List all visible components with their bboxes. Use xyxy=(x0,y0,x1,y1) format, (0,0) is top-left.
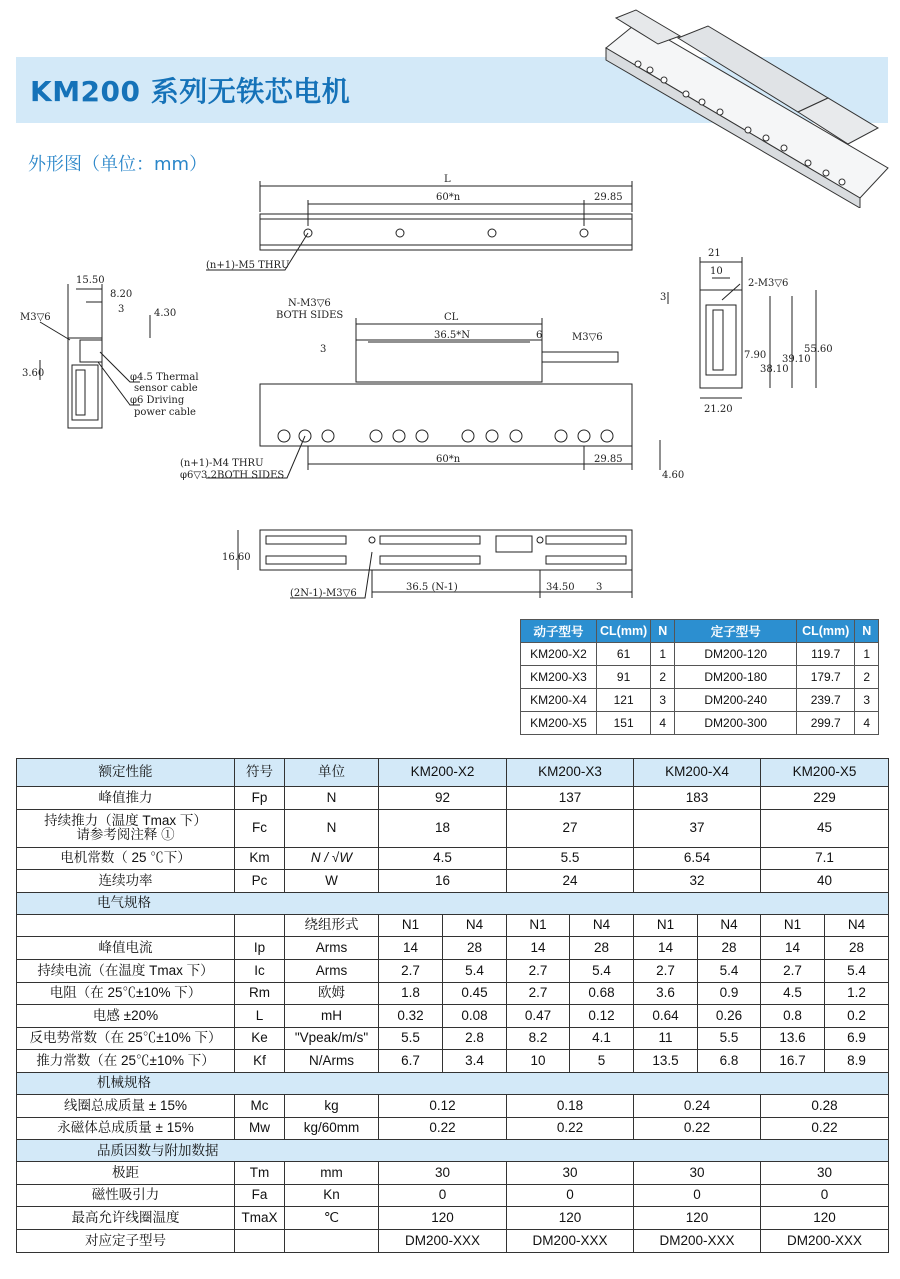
spec-val: 1.2 xyxy=(825,982,889,1005)
label-m3-left: M3▽6 xyxy=(20,312,51,323)
outline-drawing xyxy=(0,170,900,610)
spec-unit: W xyxy=(285,870,379,893)
table-row xyxy=(17,914,889,937)
spec-val: 30 xyxy=(634,1162,761,1185)
spec-name: 对应定子型号 xyxy=(17,1229,235,1252)
dim-360: 3.60 xyxy=(22,368,45,379)
spec-val: 0.28 xyxy=(761,1094,889,1117)
spec-val: 4.5 xyxy=(761,982,825,1005)
table-row xyxy=(17,1229,889,1252)
spec-val: 7.1 xyxy=(761,847,889,870)
spec-val: 6.9 xyxy=(825,1027,889,1050)
mechanical-rows xyxy=(17,1094,889,1139)
dim-460: 4.60 xyxy=(662,470,685,481)
dim-3c: 3 xyxy=(660,292,667,303)
label-m3-front: M3▽6 xyxy=(572,332,603,343)
table-row xyxy=(17,787,889,810)
model-cell: 151 xyxy=(597,712,651,735)
spec-head-cell: 单位 xyxy=(285,759,379,787)
dim-3a: 3 xyxy=(118,304,125,315)
spec-val: DM200-XXX xyxy=(634,1229,761,1252)
model-cell: 2 xyxy=(651,666,675,689)
spec-unit: N xyxy=(285,787,379,810)
section-row-mechanical xyxy=(17,1072,889,1094)
spec-sym: Mw xyxy=(235,1117,285,1140)
spec-val: N1 xyxy=(507,914,570,937)
model-th: 动子型号 xyxy=(521,620,597,643)
spec-val: 5.4 xyxy=(698,959,761,982)
label-driving-2: power cable xyxy=(134,407,196,418)
spec-table xyxy=(16,758,889,1253)
table-row xyxy=(17,1184,889,1207)
model-cell: DM200-120 xyxy=(675,643,797,666)
section-title-mechanical: 机械规格 xyxy=(17,1072,889,1094)
table-row xyxy=(17,1207,889,1230)
spec-name: 电阻（在 25℃±10% 下） xyxy=(17,982,235,1005)
dim-1660: 16.60 xyxy=(222,552,251,563)
dim-365n: 36.5*N xyxy=(434,330,471,341)
spec-sym: Tm xyxy=(235,1162,285,1185)
label-thermal-1: φ4.5 Thermal xyxy=(130,372,199,383)
spec-val: 4.5 xyxy=(379,847,507,870)
table-row xyxy=(17,959,889,982)
spec-val: 0.24 xyxy=(634,1094,761,1117)
dim-820: 8.20 xyxy=(110,289,133,300)
table-row xyxy=(521,712,879,735)
spec-val: 2.7 xyxy=(507,982,570,1005)
spec-val: 16.7 xyxy=(761,1050,825,1073)
table-row xyxy=(17,982,889,1005)
spec-val: 0.22 xyxy=(634,1117,761,1140)
model-cell: 91 xyxy=(597,666,651,689)
spec-name: 电感 ±20% xyxy=(17,1005,235,1028)
spec-val: 120 xyxy=(507,1207,634,1230)
spec-unit: Arms xyxy=(285,959,379,982)
dim-10: 10 xyxy=(710,266,723,277)
spec-val: 0.2 xyxy=(825,1005,889,1028)
dim-365n1: 36.5 (N-1) xyxy=(406,582,458,593)
dim-2985: 29.85 xyxy=(594,192,623,203)
model-cell: 239.7 xyxy=(797,689,855,712)
spec-val: 30 xyxy=(507,1162,634,1185)
dim-1550: 15.50 xyxy=(76,275,105,286)
spec-val: 6.8 xyxy=(698,1050,761,1073)
spec-name: 线圈总成质量 ± 15% xyxy=(17,1094,235,1117)
dim-3910: 39.10 xyxy=(782,354,811,365)
spec-val: 0.9 xyxy=(698,982,761,1005)
table-row xyxy=(17,1094,889,1117)
table-row xyxy=(17,809,889,847)
label-nm3-1: N-M3▽6 xyxy=(288,298,331,309)
spec-val: DM200-XXX xyxy=(507,1229,634,1252)
spec-unit: "Vpeak/m/s" xyxy=(285,1027,379,1050)
spec-val: 0.12 xyxy=(379,1094,507,1117)
label-nm3-2: BOTH SIDES xyxy=(276,310,344,321)
spec-sym: Rm xyxy=(235,982,285,1005)
model-cell: 61 xyxy=(597,643,651,666)
spec-val: 0.22 xyxy=(379,1117,507,1140)
spec-name: 极距 xyxy=(17,1162,235,1185)
table-row xyxy=(17,847,889,870)
spec-val: 2.7 xyxy=(379,959,443,982)
section-row-electrical xyxy=(17,892,889,914)
spec-unit: 绕组形式 xyxy=(285,914,379,937)
spec-val: 14 xyxy=(507,937,570,960)
dim-430: 4.30 xyxy=(154,308,177,319)
spec-val: 0 xyxy=(379,1184,507,1207)
spec-name: 永磁体总成质量 ± 15% xyxy=(17,1117,235,1140)
spec-val: 3.4 xyxy=(443,1050,507,1073)
spec-val: 92 xyxy=(379,787,507,810)
spec-val: 2.7 xyxy=(634,959,698,982)
table-row xyxy=(521,689,879,712)
spec-sym: L xyxy=(235,1005,285,1028)
spec-val: 0.68 xyxy=(570,982,634,1005)
model-cell: 4 xyxy=(651,712,675,735)
spec-val: N1 xyxy=(761,914,825,937)
spec-val: 0 xyxy=(761,1184,889,1207)
spec-name: 反电势常数（在 25℃±10% 下） xyxy=(17,1027,235,1050)
spec-val: 30 xyxy=(761,1162,889,1185)
spec-val: 120 xyxy=(634,1207,761,1230)
model-cell: 299.7 xyxy=(797,712,855,735)
spec-name xyxy=(17,809,235,847)
model-cell: 4 xyxy=(855,712,879,735)
table-row xyxy=(17,1050,889,1073)
table-row xyxy=(17,937,889,960)
spec-head-cell: KM200-X5 xyxy=(761,759,889,787)
model-table-header xyxy=(521,620,879,643)
spec-name: 电机常数（ 25 ℃下） xyxy=(17,847,235,870)
spec-val: 5.4 xyxy=(825,959,889,982)
spec-val: 137 xyxy=(507,787,634,810)
table-row xyxy=(521,643,879,666)
spec-name: 峰值推力 xyxy=(17,787,235,810)
spec-sym: Fa xyxy=(235,1184,285,1207)
label-thermal-2: sensor cable xyxy=(134,383,198,394)
dim-60n: 60*n xyxy=(436,192,461,203)
spec-val: 120 xyxy=(761,1207,889,1230)
model-cell: 119.7 xyxy=(797,643,855,666)
model-cell: 1 xyxy=(855,643,879,666)
dim-3810: 38.10 xyxy=(760,364,789,375)
dim-21: 21 xyxy=(708,248,721,259)
spec-name: 持续电流（在温度 Tmax 下） xyxy=(17,959,235,982)
model-cell: KM200-X5 xyxy=(521,712,597,735)
spec-val: 0.22 xyxy=(761,1117,889,1140)
model-cell: 121 xyxy=(597,689,651,712)
spec-val: 28 xyxy=(698,937,761,960)
section-row-quality xyxy=(17,1140,889,1162)
spec-val: 10 xyxy=(507,1050,570,1073)
dim-60n-b: 60*n xyxy=(436,454,461,465)
spec-unit: mm xyxy=(285,1162,379,1185)
spec-unit: Arms xyxy=(285,937,379,960)
dim-L: L xyxy=(444,174,451,185)
model-cell: KM200-X3 xyxy=(521,666,597,689)
model-cell: 3 xyxy=(855,689,879,712)
spec-val: 8.2 xyxy=(507,1027,570,1050)
spec-name-line1: 持续推力（温度 Tmax 下） xyxy=(44,812,207,828)
spec-unit: ℃ xyxy=(285,1207,379,1230)
model-th: N xyxy=(651,620,675,643)
spec-head-cell: 符号 xyxy=(235,759,285,787)
spec-name: 连续功率 xyxy=(17,870,235,893)
spec-name: 推力常数（在 25℃±10% 下） xyxy=(17,1050,235,1073)
spec-val: 37 xyxy=(634,809,761,847)
spec-header-row xyxy=(17,759,889,787)
empty-cell xyxy=(235,914,285,937)
spec-val: N4 xyxy=(698,914,761,937)
spec-val: 5.4 xyxy=(570,959,634,982)
spec-unit: N xyxy=(285,809,379,847)
label-2n1-m3: (2N-1)-M3▽6 xyxy=(290,588,357,599)
model-th: 定子型号 xyxy=(675,620,797,643)
spec-val: 16 xyxy=(379,870,507,893)
table-row xyxy=(17,1005,889,1028)
quality-rows xyxy=(17,1162,889,1252)
spec-val: 30 xyxy=(379,1162,507,1185)
spec-val: 120 xyxy=(379,1207,507,1230)
spec-val: 5.5 xyxy=(507,847,634,870)
spec-unit: mH xyxy=(285,1005,379,1028)
spec-sym: Ke xyxy=(235,1027,285,1050)
spec-sym: Fp xyxy=(235,787,285,810)
model-cell: DM200-300 xyxy=(675,712,797,735)
spec-val: 5 xyxy=(570,1050,634,1073)
spec-sym: Fc xyxy=(235,809,285,847)
model-th: CL(mm) xyxy=(797,620,855,643)
spec-name: 峰值电流 xyxy=(17,937,235,960)
model-cell: DM200-180 xyxy=(675,666,797,689)
dim-6: 6 xyxy=(536,330,543,341)
spec-val: 6.7 xyxy=(379,1050,443,1073)
spec-head-cell: KM200-X4 xyxy=(634,759,761,787)
spec-val: 28 xyxy=(443,937,507,960)
spec-val: 27 xyxy=(507,809,634,847)
spec-val: 14 xyxy=(379,937,443,960)
spec-val: 0 xyxy=(634,1184,761,1207)
spec-sym: Mc xyxy=(235,1094,285,1117)
spec-val: 0.26 xyxy=(698,1005,761,1028)
spec-unit: Kn xyxy=(285,1184,379,1207)
label-driving-1: φ6 Driving xyxy=(130,395,185,406)
table-row xyxy=(17,1027,889,1050)
spec-val: 6.54 xyxy=(634,847,761,870)
dim-5560: 55.60 xyxy=(804,344,833,355)
spec-val: 0.8 xyxy=(761,1005,825,1028)
spec-val: 0 xyxy=(507,1184,634,1207)
spec-val: 0.64 xyxy=(634,1005,698,1028)
spec-val: 3.6 xyxy=(634,982,698,1005)
spec-val: 0.12 xyxy=(570,1005,634,1028)
spec-sym: Kf xyxy=(235,1050,285,1073)
spec-val: 0.22 xyxy=(507,1117,634,1140)
model-table xyxy=(520,619,879,735)
spec-sym: Km xyxy=(235,847,285,870)
dim-790: 7.90 xyxy=(744,350,767,361)
spec-val: N1 xyxy=(634,914,698,937)
spec-val: 2.8 xyxy=(443,1027,507,1050)
model-cell: KM200-X2 xyxy=(521,643,597,666)
spec-val: 0.45 xyxy=(443,982,507,1005)
section-title-quality: 品质因数与附加数据 xyxy=(17,1140,889,1162)
page-title: KM200 系列无铁芯电机 xyxy=(30,75,351,108)
spec-sym: TmaX xyxy=(235,1207,285,1230)
spec-head-cell: KM200-X2 xyxy=(379,759,507,787)
spec-name-line2: 请参考阅注释 ① xyxy=(76,827,175,843)
dim-3450: 34.50 xyxy=(546,582,575,593)
spec-name: 最高允许线圈温度 xyxy=(17,1207,235,1230)
model-cell: 3 xyxy=(651,689,675,712)
label-m4-thru-1: (n+1)-M4 THRU xyxy=(180,458,264,469)
model-th: CL(mm) xyxy=(597,620,651,643)
spec-sym xyxy=(235,1229,285,1252)
spec-head-cell: 额定性能 xyxy=(17,759,235,787)
table-row xyxy=(17,1162,889,1185)
spec-val: N4 xyxy=(443,914,507,937)
electrical-rows xyxy=(17,937,889,1073)
spec-val: 0.08 xyxy=(443,1005,507,1028)
spec-val: 0.32 xyxy=(379,1005,443,1028)
section-title: 外形图（单位：mm） xyxy=(28,154,208,175)
dim-CL: CL xyxy=(444,312,459,323)
empty-cell xyxy=(17,914,235,937)
model-cell: KM200-X4 xyxy=(521,689,597,712)
spec-sym: Ip xyxy=(235,937,285,960)
spec-val: 183 xyxy=(634,787,761,810)
spec-unit: N / √W xyxy=(285,847,379,870)
model-cell: 2 xyxy=(855,666,879,689)
spec-val: 13.5 xyxy=(634,1050,698,1073)
spec-val: 32 xyxy=(634,870,761,893)
spec-sym: Pc xyxy=(235,870,285,893)
spec-unit xyxy=(285,1229,379,1252)
model-cell: DM200-240 xyxy=(675,689,797,712)
spec-val: 24 xyxy=(507,870,634,893)
spec-val: N1 xyxy=(379,914,443,937)
spec-val: 0.47 xyxy=(507,1005,570,1028)
spec-val: 18 xyxy=(379,809,507,847)
spec-val: N4 xyxy=(825,914,889,937)
dim-3b: 3 xyxy=(320,344,327,355)
label-m5-thru: (n+1)-M5 THRU xyxy=(206,260,290,271)
spec-val: 4.1 xyxy=(570,1027,634,1050)
spec-val: 45 xyxy=(761,809,889,847)
spec-val: 11 xyxy=(634,1027,698,1050)
spec-val: 14 xyxy=(761,937,825,960)
spec-val: 40 xyxy=(761,870,889,893)
spec-val: 14 xyxy=(634,937,698,960)
table-row xyxy=(521,666,879,689)
table-row xyxy=(17,1117,889,1140)
spec-val: 28 xyxy=(570,937,634,960)
dim-2985-b: 29.85 xyxy=(594,454,623,465)
spec-val: 0.18 xyxy=(507,1094,634,1117)
spec-name: 磁性吸引力 xyxy=(17,1184,235,1207)
spec-unit: kg/60mm xyxy=(285,1117,379,1140)
spec-val: 5.5 xyxy=(698,1027,761,1050)
spec-unit: 欧姆 xyxy=(285,982,379,1005)
spec-val: DM200-XXX xyxy=(761,1229,889,1252)
spec-unit: N/Arms xyxy=(285,1050,379,1073)
spec-val: 1.8 xyxy=(379,982,443,1005)
dim-3d: 3 xyxy=(596,582,603,593)
spec-val: 5.5 xyxy=(379,1027,443,1050)
section-title-electrical: 电气规格 xyxy=(17,892,889,914)
spec-head-cell: KM200-X3 xyxy=(507,759,634,787)
label-2m3: 2-M3▽6 xyxy=(748,278,789,289)
dim-2120: 21.20 xyxy=(704,404,733,415)
spec-val: DM200-XXX xyxy=(379,1229,507,1252)
spec-val: 5.4 xyxy=(443,959,507,982)
spec-val: N4 xyxy=(570,914,634,937)
model-cell: 179.7 xyxy=(797,666,855,689)
spec-val: 2.7 xyxy=(761,959,825,982)
model-th: N xyxy=(855,620,879,643)
table-row xyxy=(17,870,889,893)
spec-unit: kg xyxy=(285,1094,379,1117)
spec-val: 28 xyxy=(825,937,889,960)
model-cell: 1 xyxy=(651,643,675,666)
label-m4-thru-2: φ6▽3.2BOTH SIDES xyxy=(180,470,285,481)
spec-val: 13.6 xyxy=(761,1027,825,1050)
spec-val: 8.9 xyxy=(825,1050,889,1073)
spec-val: 229 xyxy=(761,787,889,810)
spec-val: 2.7 xyxy=(507,959,570,982)
spec-sym: Ic xyxy=(235,959,285,982)
